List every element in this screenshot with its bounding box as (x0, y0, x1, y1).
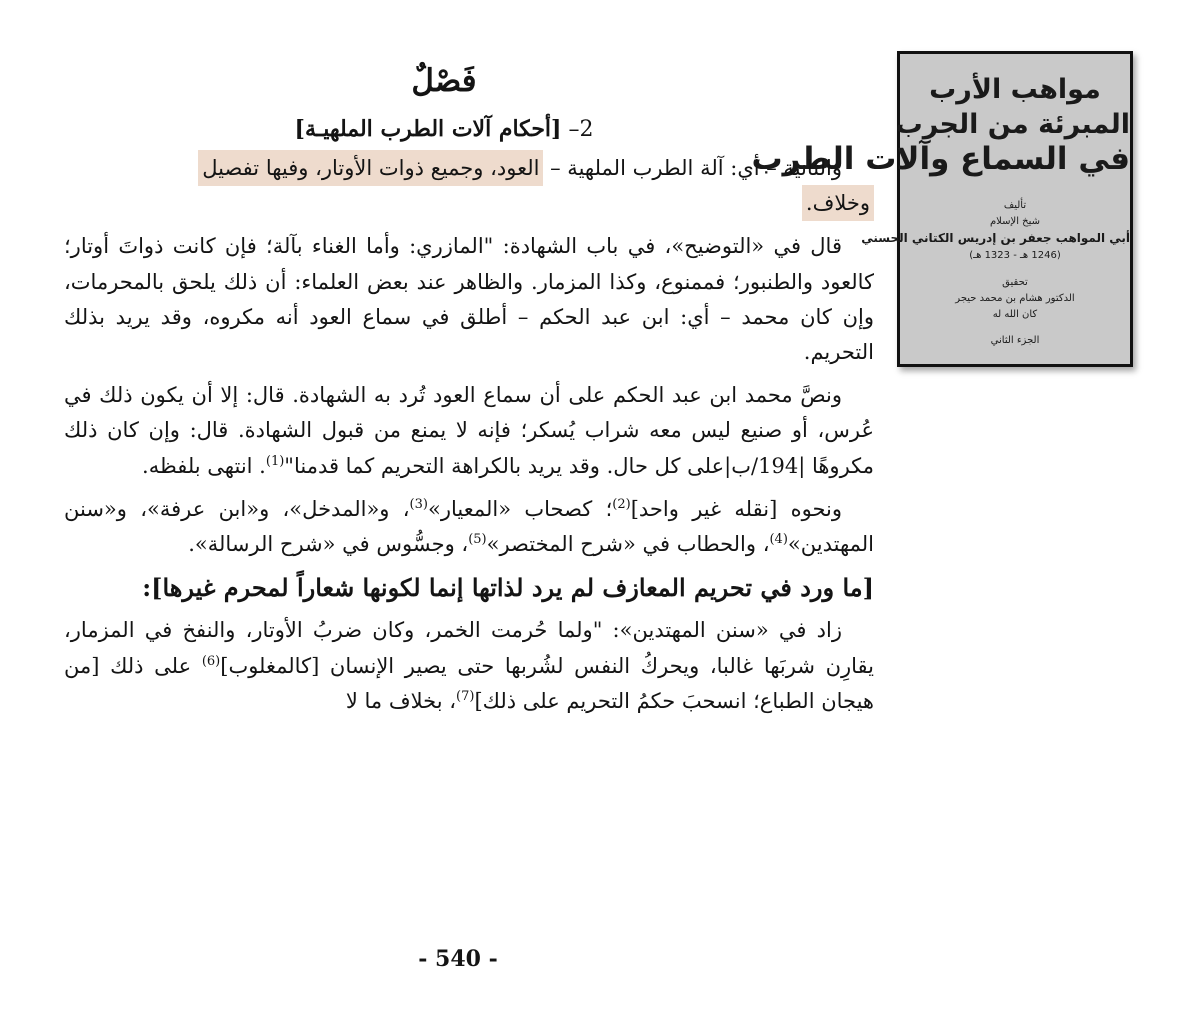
cover-editor-note: كان الله له (992, 309, 1038, 320)
paragraph-5 (64, 613, 874, 719)
cover-author-title: شيخ الإسلام (989, 216, 1041, 227)
paragraph-4-text-d: ، والحطاب في «شرح المختصر» (486, 532, 770, 557)
cover-volume: الجزء الثاني (990, 335, 1040, 346)
footnote-ref-2[interactable]: (2) (612, 496, 631, 512)
manuscript-folio-marker: |194/ب| (724, 453, 806, 478)
cover-edited-by: تحقيق (1002, 277, 1028, 288)
cover-author: أبي المواهب جعفر بن إدريس الكتاني الحسني (861, 231, 1130, 245)
cover-dates: (1246 هـ - 1323 هـ) (969, 250, 1061, 261)
section-number: 2– (568, 117, 594, 142)
footnote-ref-1[interactable]: (1) (265, 453, 285, 469)
paragraph-1-text: والثانية – أي: آلة الطرب الملهية – (543, 156, 842, 180)
highlighted-text: العود، وجميع ذوات الأوتار، وفيها تفصيل (198, 150, 543, 186)
paragraph-4-text-a: ونحوه [نقله غير واحد] (630, 496, 842, 521)
paragraph-2: قال في «التوضيح»، في باب الشهادة: "المازري: وأما الغناء بآلة؛ فإن كانت ذواتَ أوتار؛ كالعود والطنبور؛ فممنوع، وكذا المزمار. والظاهر عند بعض العلماء: أن ذلك يلحق بالمحرمات، وإن كان محمد – أي: ابن عبد الحكم – أطلق في سماع العود أنه مكروه، وقد يريد بذلك التحريم. (64, 234, 874, 365)
paragraph-4 (64, 492, 874, 562)
paragraph-4-text-c: ، و«المدخل»، و«ابن عرفة»، و«سنن المهتدين» (64, 496, 874, 557)
page-body (64, 55, 874, 727)
chapter-heading: فَصْلٌ (411, 63, 477, 99)
paragraph-5-text-a: زاد في «سنن المهتدين»: "ولما حُرمت الخمر، وكان ضربُ الأوتار، والنفخ في المزمار، يقارِن شربَها غالبا، ويحركُ النفس لشُربها حتى يصير الإنسان [كالمغلوب] (64, 618, 874, 678)
paragraph-3 (64, 378, 874, 484)
section-heading (14, 107, 874, 151)
paragraph-4-text-b: ؛ كصحاب «المعيار» (427, 496, 613, 521)
paragraph-3-text: ونصَّ محمد ابن عبد الحكم على أن سماع العود تُرد به الشهادة. قال: إلا أن يكون ذلك في عُرس، أو صنيع ليس معه شراب يُسكر؛ فإنه لا يمنع من قبول الشهادة. قال: وإن كان ذلك مكروهًا (64, 383, 874, 478)
cover-title-line-2: المبرئة من الجرب (895, 109, 1130, 140)
footnote-ref-4[interactable]: (4) (769, 532, 788, 548)
cover-editor: الدكتور هشام بن محمد حيجر (955, 293, 1075, 304)
footnote-ref-7[interactable]: (7) (456, 688, 475, 704)
footnote-ref-5[interactable]: (5) (468, 532, 487, 548)
footnote-ref-3[interactable]: (3) (409, 496, 428, 512)
highlighted-text-continued: وخلاف. (802, 185, 874, 221)
cover-title (751, 72, 1130, 177)
page-number: - 540 - (418, 946, 498, 972)
footnote-ref-6[interactable]: (6) (201, 653, 221, 669)
paragraph-1 (64, 151, 874, 221)
paragraph-4-text-e: ، وجسُّوس في «شرح الرسالة». (188, 532, 469, 557)
section-title: [أحكام آلات الطرب الملهيـة] (294, 116, 562, 142)
cover-title-line-1: مواهب الأرب (929, 74, 1101, 105)
cover-written-by: تأليف (1003, 200, 1027, 211)
cover-title-line-3: في السماع وآلات الطرب (751, 141, 1130, 177)
paragraph-3-text-3: . انتهى بلفظه. (142, 453, 266, 478)
paragraph-3-text-2: على كل حال. وقد يريد بالكراهة التحريم كما قدمنا" (284, 453, 725, 478)
paragraph-5-text-b: على ذلك [من هيجان الطباع؛ انسحبَ حكمُ التحريم على ذلك] (64, 653, 874, 713)
paragraph-5-text-c: ، بخلاف ما لا (345, 688, 457, 713)
subsection-heading: [ما ورد في تحريم المعازف لم يرد لذاتها إنما لكونها شعاراً لمحرم غيرها]: (142, 573, 874, 603)
